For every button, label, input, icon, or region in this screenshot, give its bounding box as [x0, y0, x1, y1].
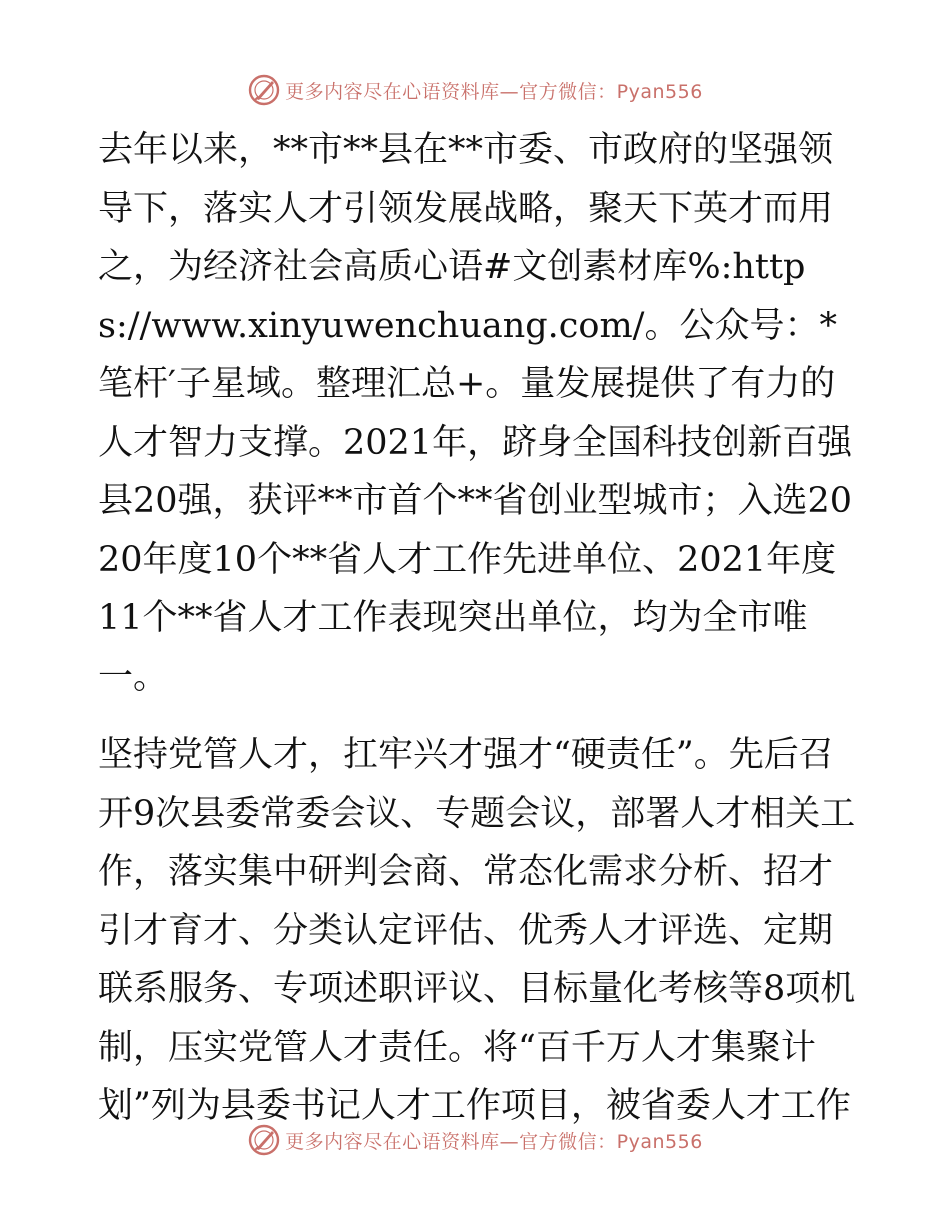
watermark-text: 更多内容尽在心语资料库—官方微信：Pyan556 — [285, 80, 703, 103]
quill-seal-logo-icon — [247, 1123, 281, 1157]
watermark-text: 更多内容尽在心语资料库—官方微信：Pyan556 — [285, 1130, 703, 1153]
document-body — [98, 121, 858, 1136]
footer-watermark-banner — [0, 1120, 950, 1160]
header-watermark-banner — [0, 70, 950, 110]
paragraph-2: 坚持党管人才，扛牢兴才强才“硬责任”。先后召开9次县委常委会议、专题会议，部署人才相关工作，落实集中研判会商、常态化需求分析、招才引才育才、分类认定评估、优秀人才评选、定期联系服务、专项述职评议、目标量化考核等8项机制，压实党管人才责任。将“百千万人才集聚计划”列为县委书记人才工作项目，被省委人才工作 — [98, 735, 856, 1126]
paragraph-1: 去年以来，**市**县在**市委、市政府的坚强领导下，落实人才引领发展战略，聚天下英才而用之，为经济社会高质心语#文创素材库%:https://www.xinyuwenchuang.com/。公众号：*笔杆′子星域。整理汇总+。量发展提供了有力的人才智力支撑。2021年，跻身全国科技创新百强县20强，获评**市首个**省创业型城市；入选2020年度10个**省人才工作先进单位、2021年度11个**省人才工作表现突出单位，均为全市唯一。 — [98, 130, 853, 697]
quill-seal-logo-icon — [247, 73, 281, 107]
